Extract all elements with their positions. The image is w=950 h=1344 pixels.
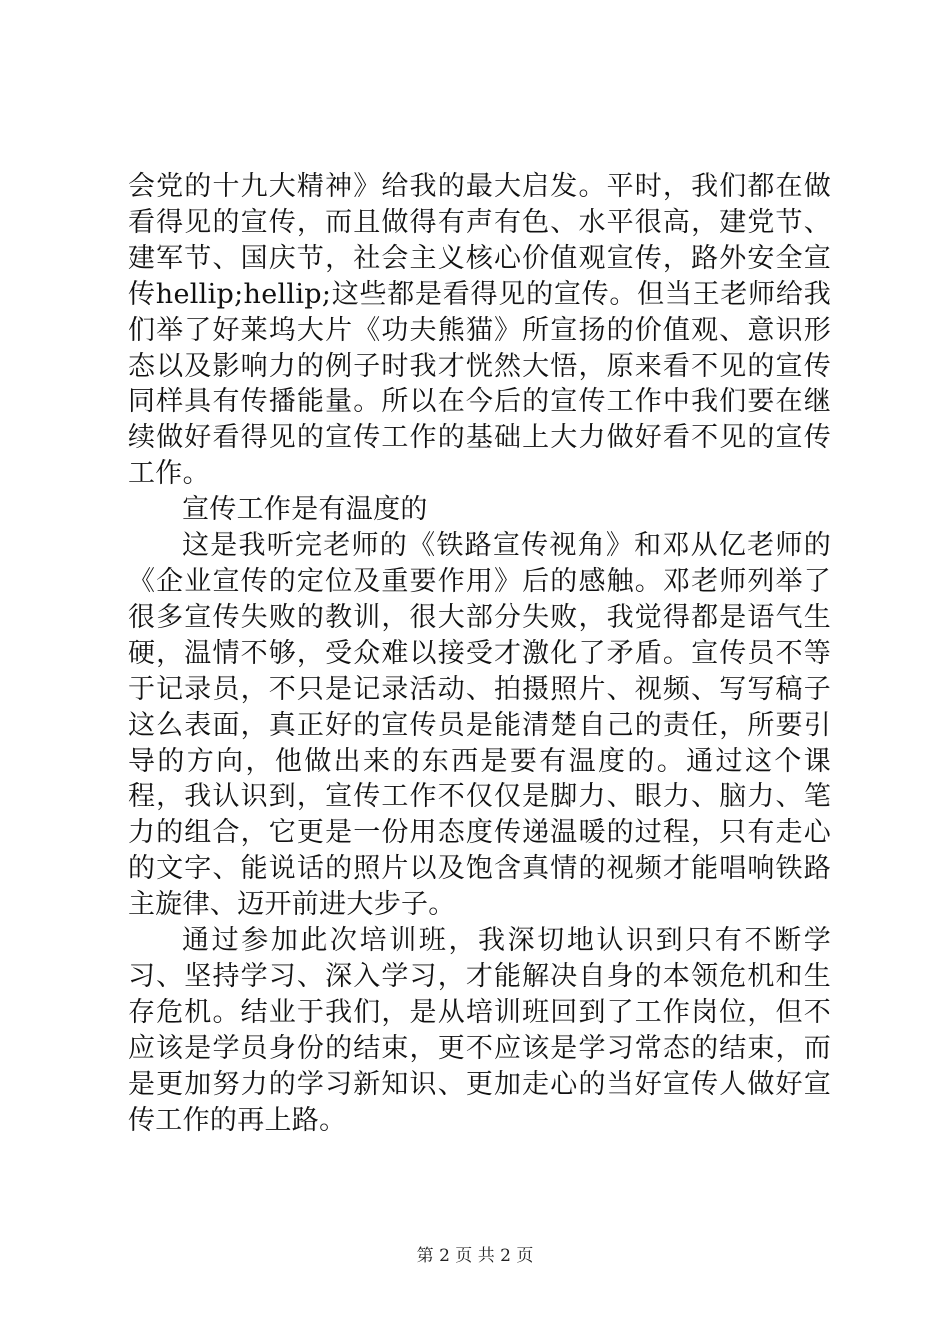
paragraph-conclusion: 通过参加此次培训班，我深切地认识到只有不断学习、坚持学习、深入学习，才能解决自身的本领危机和生存危机。结业于我们，是从培训班回到了工作岗位，但不应该是学员身份的结束，更不应该是学习常态的结束，而是更加努力的学习新知识、更加走心的当好宣传人做好宣传工作的再上路。: [128, 925, 831, 1136]
paragraph-continuation: 会党的十九大精神》给我的最大启发。平时，我们都在做看得见的宣传，而且做得有声有色、水平很高，建党节、建军节、国庆节，社会主义核心价值观宣传，路外安全宣传hellip;hellip;这些都是看得见的宣传。但当王老师给我们举了好莱坞大片《功夫熊猫》所宣扬的价值观、意识形态以及影响力的例子时我才恍然大悟，原来看不见的宣传同样具有传播能量。所以在今后的宣传工作中我们要在继续做好看得见的宣传工作的基础上大力做好看不见的宣传工作。: [128, 171, 831, 490]
page-number-footer: 第 2 页 共 2 页: [416, 1246, 534, 1266]
section-heading: 宣传工作是有温度的: [182, 494, 428, 526]
document-body: [128, 169, 831, 1138]
paragraph-warmth: 这是我听完老师的《铁路宣传视角》和邓从亿老师的《企业宣传的定位及重要作用》后的感触。邓老师列举了很多宣传失败的教训，很大部分失败，我觉得都是语气生硬，温情不够，受众难以接受才激化了矛盾。宣传员不等于记录员，不只是记录活动、拍摄照片、视频、写写稿子这么表面，真正好的宣传员是能清楚自己的责任，所要引导的方向，他做出来的东西是要有温度的。通过这个课程，我认识到，宣传工作不仅仅是脚力、眼力、脑力、笔力的组合，它更是一份用态度传递温暖的过程，只有走心的文字、能说话的照片以及饱含真情的视频才能唱响铁路主旋律、迈开前进大步子。: [128, 530, 831, 921]
